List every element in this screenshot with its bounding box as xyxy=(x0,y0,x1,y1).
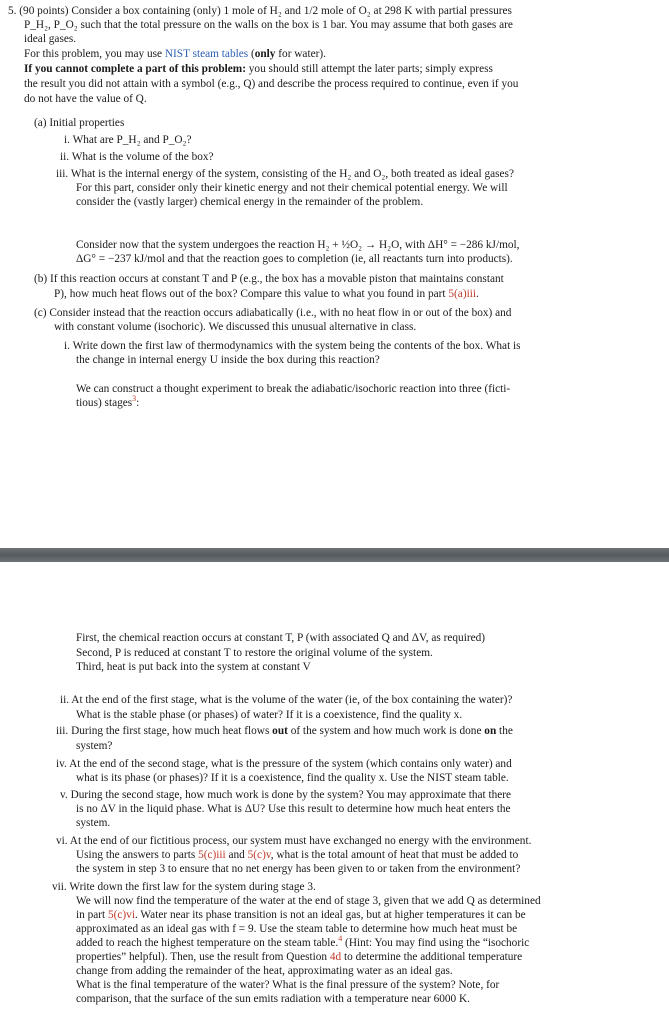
ref-5c-v-link[interactable]: 5(c)v xyxy=(247,849,271,861)
part-c-vii-line-2: We will now find the temperature of the water at the end of stage 3, given that we add Q as determined xyxy=(76,895,541,907)
part-c-iii-line-1: iii. During the first stage, how much heat flows out of the system and how much work is done on the xyxy=(56,725,513,737)
part-a-heading: (a) Initial properties xyxy=(34,117,125,129)
part-c-vii-line-4: approximated as an ideal gas with f = 9. Use the steam table to determine how much heat must be xyxy=(76,923,518,935)
part-c-vii-line-8: What is the final temperature of the water? What is the final pressure of the system? Note, for xyxy=(76,979,500,991)
part-c-iv-line-1: iv. At the end of the second stage, what is the pressure of the system (which contains only water) and xyxy=(56,758,512,770)
reaction-line-2: ΔG° = −237 kJ/mol and that the reaction goes to completion (ie, all reactants turn into products). xyxy=(76,253,513,265)
nist-line: For this problem, you may use NIST steam tables (only for water). xyxy=(24,48,326,60)
part-c-vii-line-7: change from adding the remainder of the heat, approximating water as an ideal gas. xyxy=(76,965,453,977)
stage-2: Second, P is reduced at constant T to restore the original volume of the system. xyxy=(76,647,433,659)
ref-5c-iii-link[interactable]: 5(c)iii xyxy=(198,849,226,861)
part-c-vi-line-3: the system in step 3 to ensure that no net energy has been given to or taken from the environment? xyxy=(76,863,521,875)
part-c-line-1: (c) Consider instead that the reaction occurs adiabatically (i.e., with no heat flow in or out of the box) and xyxy=(34,307,512,319)
document-page-2 xyxy=(0,562,669,1024)
problem-intro-line-2: P_H₂, P_O₂ such that the total pressure on the walls on the box is 1 bar. You may assume that both gases are xyxy=(24,19,513,31)
part-a-iii-line-3: consider the (vastly larger) chemical energy in the remainder of the problem. xyxy=(76,196,424,208)
part-c-vii-line-6: properties” helpful). Then, use the result from Question 4d to determine the additional temperature xyxy=(76,951,523,963)
thought-experiment-line-2: tious) stages$^3$: xyxy=(76,394,140,409)
footnote-4-link[interactable]: 4 xyxy=(338,934,343,944)
part-c-i-line-2: the change in internal energy U inside the box during this reaction? xyxy=(76,354,380,366)
nist-steam-tables-link[interactable]: NIST steam tables xyxy=(164,48,249,60)
warning-line-1: If you cannot complete a part of this problem: you should still attempt the later parts; simply express xyxy=(24,63,493,75)
part-c-vii-line-9: comparison, that the surface of the sun emits radiation with a temperature near 6000 K. xyxy=(76,993,471,1005)
part-c-v-line-2: is no ΔV in the liquid phase. What is ΔU? Use this result to determine how much heat enters the xyxy=(76,803,511,815)
part-c-v-line-1: v. During the second stage, how much work is done by the system? You may approximate that there xyxy=(60,789,512,801)
part-c-vii-line-3: in part 5(c)vi. Water near its phase transition is not an ideal gas, but at higher temperatures it can be xyxy=(76,909,526,921)
part-c-v-line-3: system. xyxy=(76,817,111,829)
part-b-line-1: (b) If this reaction occurs at constant T and P (e.g., the box has a movable piston that maintains constant xyxy=(34,273,504,285)
part-c-ii-line-1: ii. At the end of the first stage, what is the volume of the water (ie, of the box containing the water)? xyxy=(60,694,513,706)
ref-4d-link[interactable]: 4d xyxy=(329,951,342,963)
ref-5a-iii-link[interactable]: 5(a)iii xyxy=(448,288,476,300)
part-a-iii-line-1: iii. What is the internal energy of the system, consisting of the H₂ and O₂, both treated as ideal gases? xyxy=(56,168,514,180)
problem-intro-line-1: 5. (90 points) Consider a box containing (only) 1 mole of H₂ and 1/2 mole of O₂ at 298 K with partial pressures xyxy=(8,5,512,17)
part-c-iii-line-2: system? xyxy=(76,740,113,752)
problem-intro-line-3: ideal gases. xyxy=(24,33,77,45)
page-separator xyxy=(0,548,669,562)
part-c-ii-line-2: What is the stable phase (or phases) of water? If it is a coexistence, find the quality x. xyxy=(76,709,463,721)
part-a-iii-line-2: For this part, consider only their kinetic energy and not their chemical potential energy. We will xyxy=(76,182,508,194)
part-b-line-2: P), how much heat flows out of the box? Compare this value to what you found in part 5(a)iii. xyxy=(54,288,479,300)
part-c-line-2: with constant volume (isochoric). We discussed this unusual alternative in class. xyxy=(54,321,417,333)
warning-line-2: the result you did not attain with a symbol (e.g., Q) and describe the process required to continue, even if you xyxy=(24,78,519,90)
part-a-ii: ii. What is the volume of the box? xyxy=(60,151,214,163)
part-c-vi-line-2: Using the answers to parts 5(c)iii and 5(c)v, what is the total amount of heat that must be added to xyxy=(76,849,519,861)
part-c-vii-line-1: vii. Write down the first law for the system during stage 3. xyxy=(52,881,316,893)
warning-line-3: do not have the value of Q. xyxy=(24,93,147,105)
stage-3: Third, heat is put back into the system at constant V xyxy=(76,661,311,673)
part-c-vi-line-1: vi. At the end of our fictitious process, our system must have exchanged no energy with the environment. xyxy=(56,835,532,847)
footnote-3-link[interactable]: 3 xyxy=(132,394,137,404)
part-c-iv-line-2: what is its phase (or phases)? If it is a coexistence, find the quality x. Use the NIST steam table. xyxy=(76,772,509,784)
part-a-i: i. What are P_H₂ and P_O₂? xyxy=(64,134,192,146)
reaction-line-1: Consider now that the system undergoes the reaction H₂ + ½O₂ → H₂O, with ΔH° = −286 kJ/mol, xyxy=(76,239,520,251)
part-c-vii-line-5: added to reach the highest temperature on the steam table.$^4$ (Hint: You may find using the “isochoric xyxy=(76,934,530,949)
ref-5c-vi-link[interactable]: 5(c)vi xyxy=(108,909,135,921)
thought-experiment-line-1: We can construct a thought experiment to break the adiabatic/isochoric reaction into three (ficti- xyxy=(76,383,511,395)
stage-1: First, the chemical reaction occurs at constant T, P (with associated Q and ΔV, as required) xyxy=(76,632,486,644)
part-c-i-line-1: i. Write down the first law of thermodynamics with the system being the contents of the box. What is xyxy=(64,340,521,352)
